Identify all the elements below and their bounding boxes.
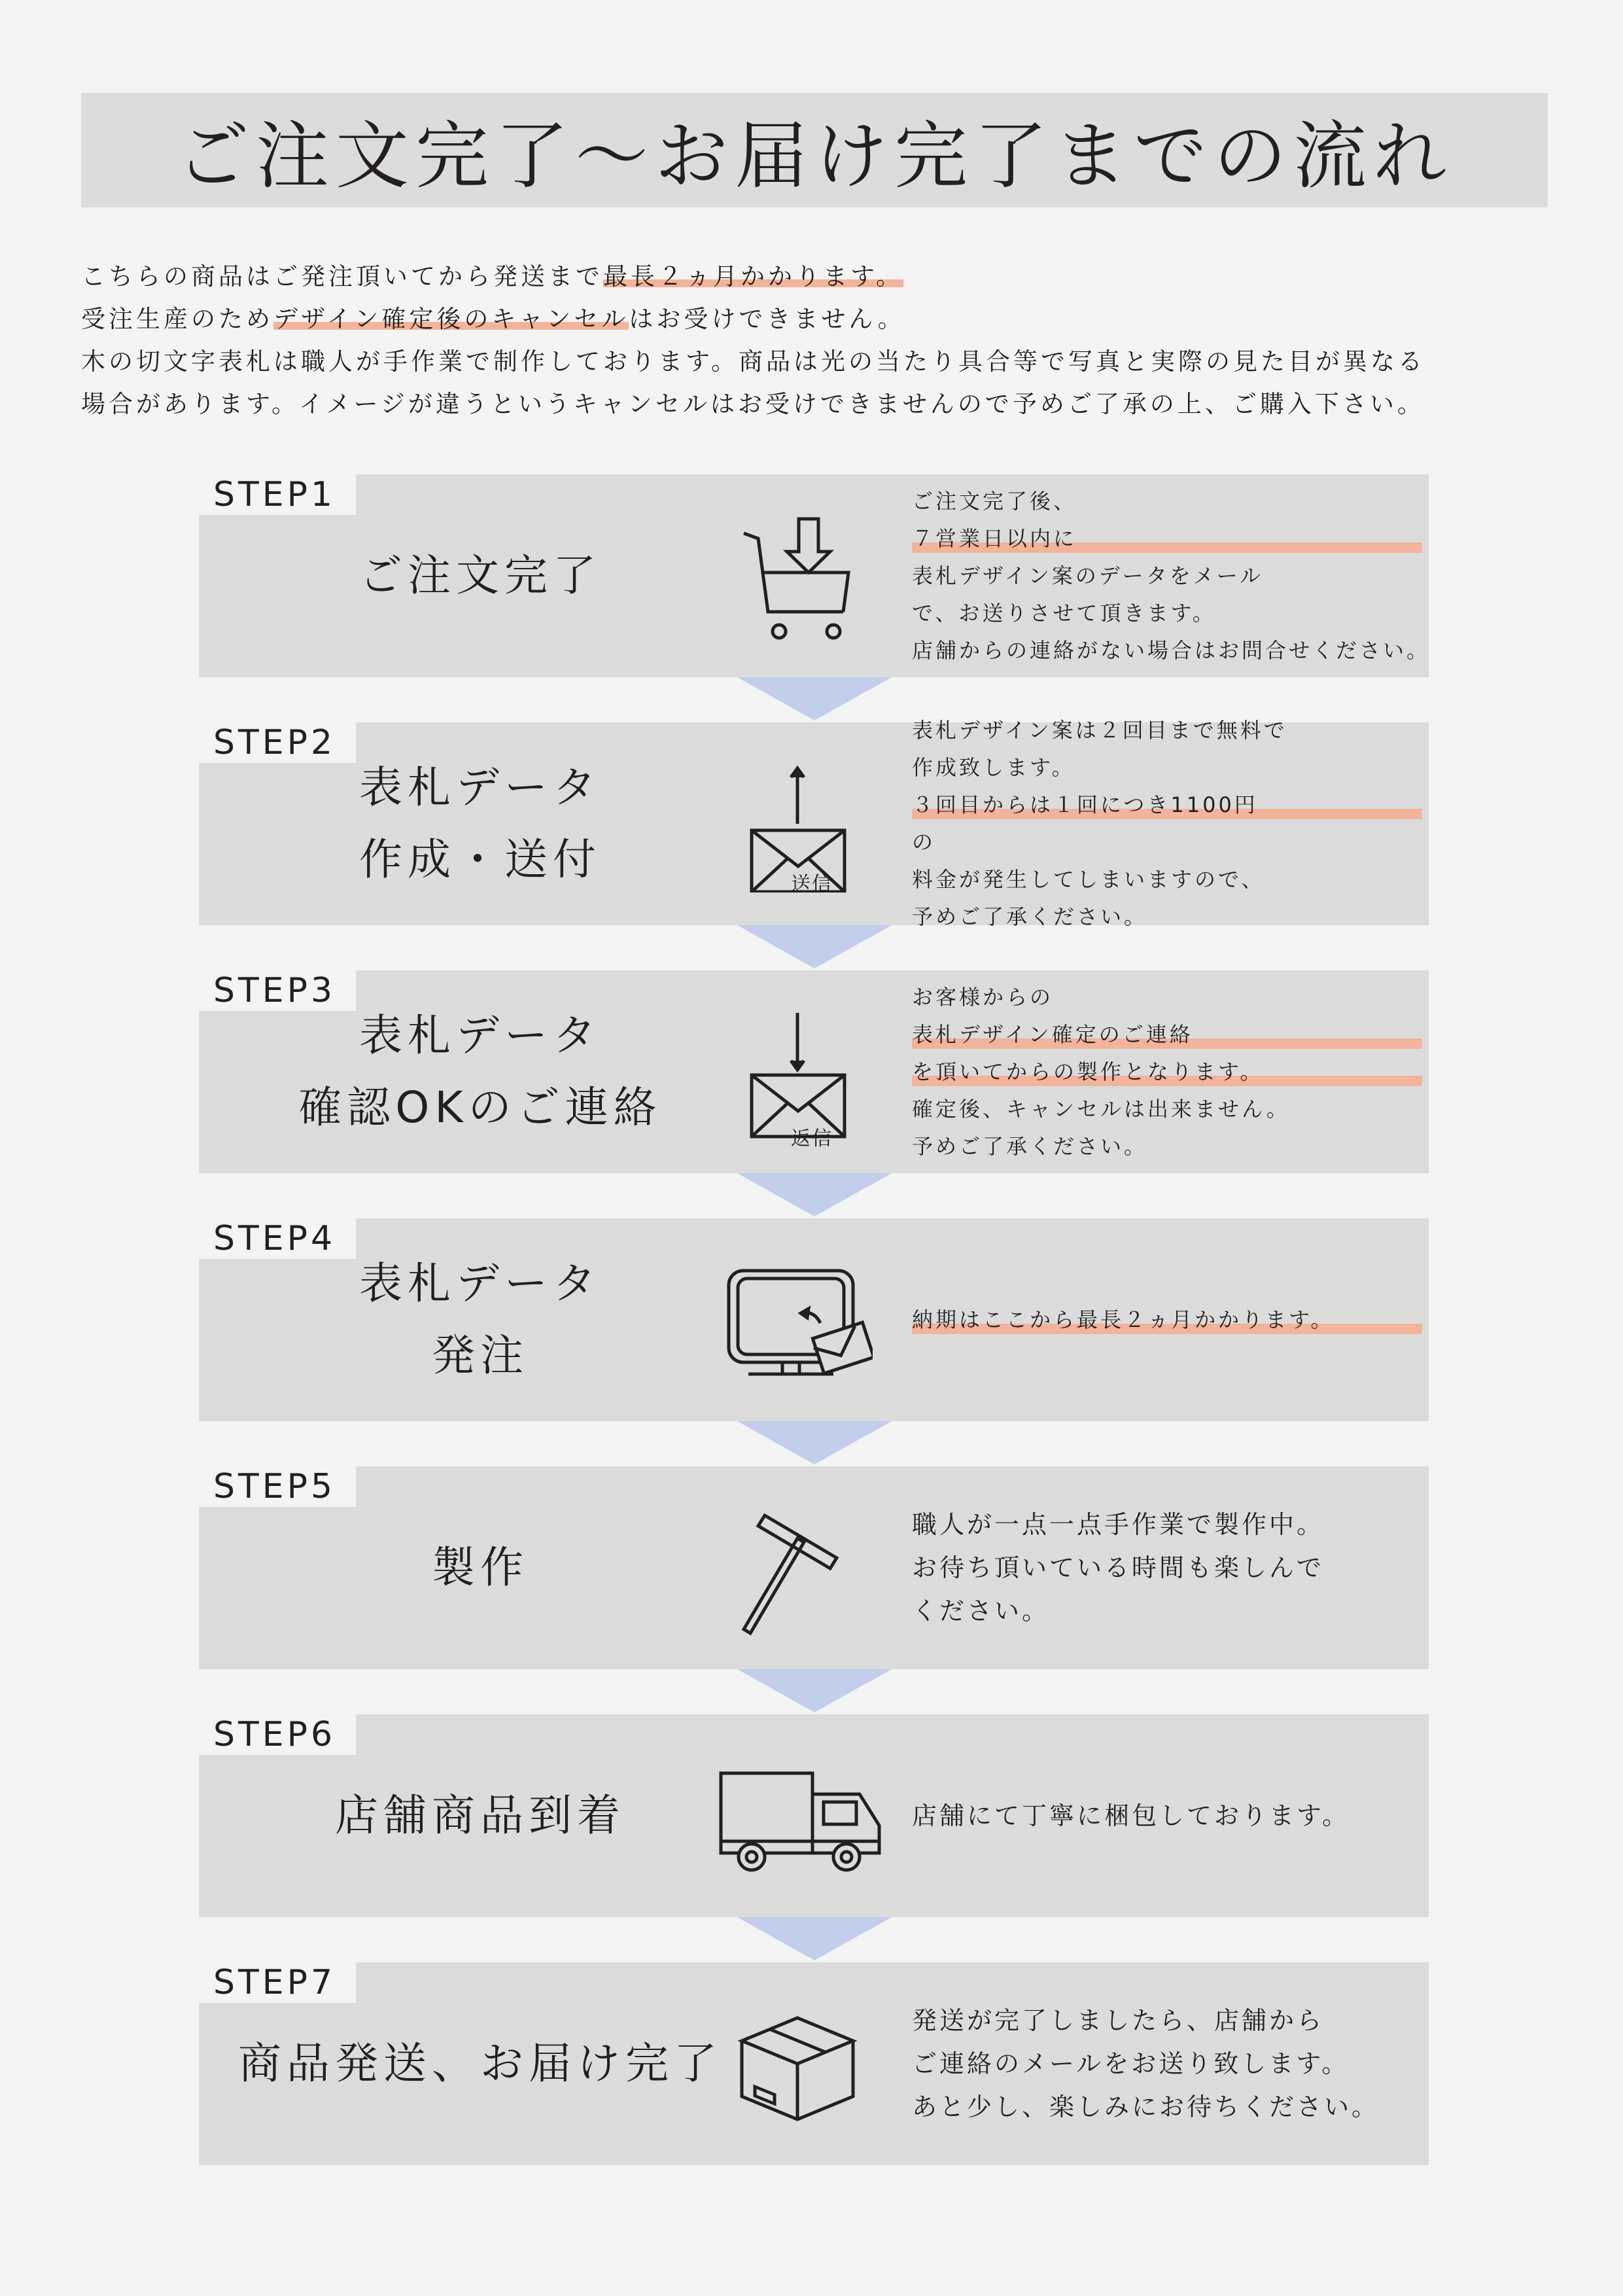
desc-line: 職人が一点一点手作業で製作中。: [912, 1510, 1325, 1539]
flow-arrow-down: [737, 1173, 892, 1216]
step-2-panel: [199, 718, 1429, 929]
step-title-line: 表札データ: [359, 1010, 601, 1061]
step-title: [199, 1714, 761, 1917]
desc-highlight: ３回目からは１回につき1100円: [912, 786, 1422, 824]
flow-arrow-down: [737, 1421, 892, 1464]
desc-line: 予めご了承ください。: [912, 904, 1148, 929]
intro-line-2-text-b: はお受けできません。: [629, 305, 905, 333]
step-label: STEP7: [199, 1962, 356, 2003]
step-title-line: ご注文完了: [359, 550, 601, 601]
step-description: [912, 970, 1422, 1173]
step-title-line: 店舗商品到着: [335, 1790, 625, 1841]
icon-caption: 返信: [791, 1127, 833, 1150]
step-4-panel: [199, 1218, 1429, 1421]
step-title: [199, 970, 761, 1173]
step-label: STEP2: [199, 722, 356, 763]
flow-arrow-down: [737, 925, 892, 968]
intro-text: [81, 255, 1548, 425]
desc-line: [912, 786, 1422, 861]
desc-line: 表札デザイン案は２回目まで無料で: [912, 718, 1287, 743]
hammer-icon: [722, 1492, 873, 1650]
step-title-line: 発注: [432, 1330, 529, 1381]
step-description: [912, 1218, 1422, 1421]
step-1-panel: [199, 474, 1429, 677]
icon-caption: 送信: [791, 873, 833, 896]
desc-highlight: 表札デザイン確定のご連絡: [912, 1016, 1422, 1053]
desc-line: [912, 1053, 1422, 1091]
desc-line: ください。: [912, 1597, 1050, 1625]
intro-line-4: 場合があります。イメージが違うというキャンセルはお受けできませんので予めご了承の上、ご購入下さい。: [81, 390, 1425, 418]
intro-line-1: [81, 255, 1548, 298]
desc-line: [912, 979, 1422, 1053]
desc-line: [912, 483, 1422, 557]
step-3-panel: [199, 970, 1429, 1173]
desc-highlight: ７営業日以内に: [912, 520, 1422, 557]
package-box-icon: [722, 1988, 873, 2146]
cart-download-icon: [722, 501, 873, 658]
desc-line: で、お送りさせて頂きます。: [912, 600, 1216, 626]
truck-icon: [716, 1740, 886, 1898]
step-description: [912, 1714, 1422, 1917]
step-description: [912, 718, 1422, 929]
monitor-mail-icon: [722, 1245, 873, 1402]
step-title-line: 商品発送、お届け完了: [238, 2038, 722, 2089]
step-title: [199, 1962, 761, 2165]
intro-line-2-text: 受注生産のため: [81, 305, 273, 333]
step-description: [912, 474, 1431, 677]
step-label: STEP1: [199, 474, 356, 515]
step-description: [912, 1466, 1422, 1669]
desc-line: 表札デザイン案のデータをメール: [912, 563, 1264, 588]
desc-line: あと少し、楽しみにお待ちください。: [912, 2093, 1380, 2121]
desc-text: ご注文完了後、: [912, 488, 1077, 514]
step-5-panel: [199, 1466, 1429, 1669]
desc-line: 確定後、キャンセルは出来ません。: [912, 1096, 1290, 1122]
desc-text: の: [912, 830, 936, 855]
desc-text: お客様からの: [912, 984, 1054, 1010]
step-label: STEP6: [199, 1714, 356, 1755]
desc-line: [912, 1301, 1422, 1339]
step-title-line: 製作: [432, 1542, 529, 1593]
step-label: STEP4: [199, 1218, 356, 1259]
step-label: STEP3: [199, 970, 356, 1011]
step-title: [199, 722, 761, 925]
flow-arrow-down: [737, 1917, 892, 1960]
step-title: [199, 1218, 761, 1421]
intro-line-1-highlight: 最長２ヵ月かかります。: [603, 262, 904, 291]
step-title-line: 表札データ: [359, 762, 601, 813]
desc-line: 作成致します。: [912, 755, 1075, 780]
desc-line: ご連絡のメールをお送り致します。: [912, 2049, 1350, 2078]
step-label: STEP5: [199, 1466, 356, 1507]
intro-line-1-text: こちらの商品はご発注頂いてから発送まで: [81, 262, 603, 291]
step-title-line: 確認OKのご連絡: [298, 1082, 662, 1133]
title-bar: [81, 93, 1548, 207]
intro-line-2-highlight: デザイン確定後のキャンセル: [273, 305, 629, 333]
page-title: ご注文完了～お届け完了までの流れ: [176, 114, 1453, 199]
flow-arrow-down: [737, 677, 892, 720]
intro-line-3: 木の切文字表札は職人が手作業で制作しております。商品は光の当たり具合等で写真と実際の見た目が異なる: [81, 347, 1426, 376]
step-description: [912, 1962, 1422, 2165]
desc-line: 予めご了承ください。: [912, 1133, 1148, 1159]
desc-line: 店舗からの連絡がない場合はお問合せください。: [912, 637, 1431, 663]
step-6-panel: [199, 1714, 1429, 1917]
step-title-line: 作成・送付: [359, 834, 601, 885]
desc-highlight: 納期はここから最長２ヵ月かかります。: [912, 1301, 1422, 1339]
desc-line: 店舗にて丁寧に梱包しております。: [912, 1801, 1350, 1830]
desc-line: 料金が発生してしまいますので、: [912, 867, 1265, 892]
intro-line-2: [81, 298, 1548, 340]
desc-line: お待ち頂いている時間も楽しんで: [912, 1553, 1325, 1582]
step-title: [199, 1466, 761, 1669]
flow-arrow-down: [737, 1669, 892, 1712]
step-title-line: 表札データ: [359, 1258, 601, 1309]
step-7-panel: [199, 1962, 1429, 2165]
desc-line: 発送が完了しましたら、店舗から: [912, 2006, 1325, 2035]
step-title: [199, 474, 761, 677]
desc-highlight: を頂いてからの製作となります。: [912, 1053, 1422, 1091]
